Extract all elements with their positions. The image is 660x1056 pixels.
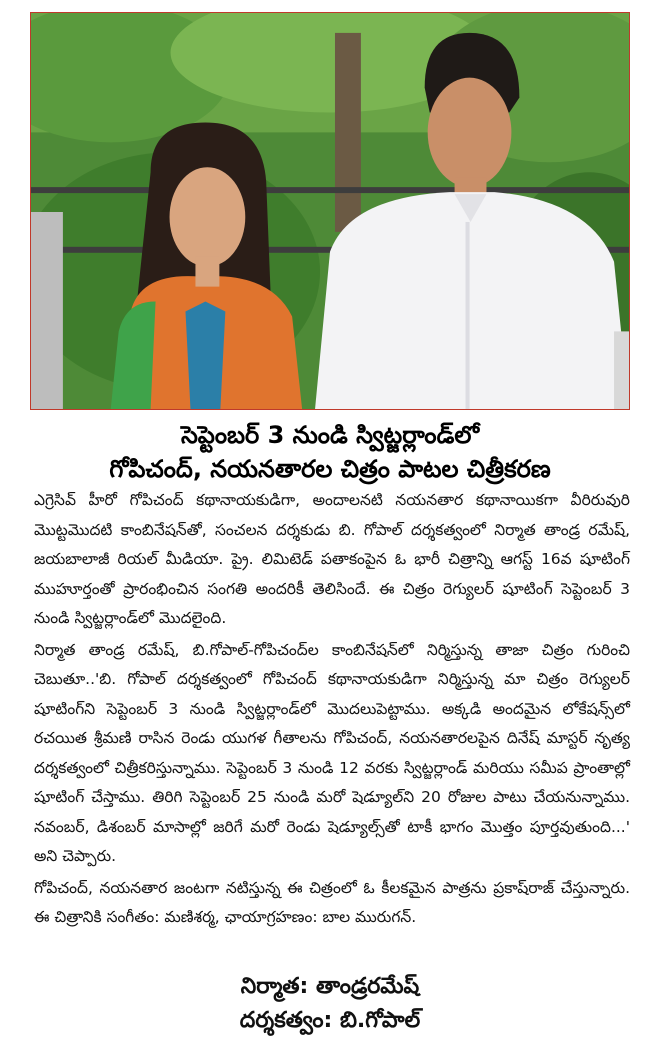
article-body	[34, 486, 630, 935]
paragraph-2: నిర్మాత తాండ్ర రమేష్, బి.గోపాల్-గోపిచంద్‌ల కాంబినేషన్‌లో నిర్మిస్తున్న తాజా చిత్రం గురించి చెబుతూ..'బి. గోపాల్ దర్శకత్వంలో గోపిచంద్ కథానాయకుడిగా నిర్మిస్తున్న మా చిత్రం రెగ్యులర్ షూటింగ్‌ని సెప్టెంబర్ 3 నుండి స్విట్జర్లాండ్‌లో మొదలుపెట్టాము. అక్కడి అందమైన లోకేషన్స్‌లో రచయిత శ్రీమణి రాసిన రెండు యుగళ గీతాలను గోపిచంద్, నయనతారలపైన దినేష్ మాస్టర్ నృత్య దర్శకత్వంలో చిత్రీకరిస్తున్నాము. సెప్టెంబర్ 3 నుండి 12 వరకు స్విట్జర్లాండ్ మరియు సమీప ప్రాంతాల్లో షూటింగ్ చేస్తాము. తిరిగి సెప్టెంబర్ 25 నుండి మరో షెడ్యూల్‌ని 20 రోజుల పాటు చేయనున్నాము. నవంబర్, డిశంబర్ మాసాల్లో జరిగే మరో రెండు షెడ్యూల్స్‌తో టాకీ భాగం మొత్తం పూర్తవుతుంది...' అని చెప్పారు.	[34, 640, 630, 865]
director-credit: దర్శకత్వం: బి.గోపాల్	[239, 1008, 421, 1033]
producer-credit: నిర్మాత: తాండ్రరమేష్	[240, 974, 420, 999]
paragraph-3: గోపిచంద్, నయనతార జంటగా నటిస్తున్న ఈ చిత్రంలో ఓ కీలకమైన పాత్రను ప్రకాష్‌రాజ్ చేస్తున్నారు. ఈ చిత్రానికి సంగీతం: మణిశర్మ, ఛాయాగ్రహణం: బాల మురుగన్.	[34, 878, 630, 926]
headline-line-2: గోపిచంద్, నయనతారల చిత్రం పాటల చిత్రీకరణ	[109, 455, 551, 483]
paragraph-1: ఎగ్రెసివ్ హీరో గోపిచంద్ కథానాయకుడిగా, అందాలనటి నయనతార కథానాయికగా వీరిరువురి మొట్టమొదటి కాంబినేషన్‌తో, సంచలన దర్శకుడు బి. గోపాల్ దర్శకత్వంలో నిర్మాత తాండ్ర రమేష్, జయబాలాజీ రియల్ మీడియా. ప్రై. లిమిటెడ్ పతాకంపైన ఓ భారీ చిత్రాన్ని ఆగస్ట్ 16వ షూటింగ్ ముహూర్తంతో ప్రారంభించిన సంగతి అందరికీ తెలిసిందే. ఈ చిత్రం రెగ్యులర్ షూటింగ్ సెప్టెంబర్ 3 నుండి స్విట్జర్లాండ్‌లో మొదలైంది.	[34, 491, 630, 627]
photo-actor-actress-icon	[31, 13, 629, 409]
credits	[0, 970, 660, 1038]
article-photo	[30, 12, 630, 410]
headline	[0, 418, 660, 486]
headline-line-1: సెప్టెంబర్ 3 నుండి స్విట్జర్లాండ్‌లో	[180, 421, 480, 449]
